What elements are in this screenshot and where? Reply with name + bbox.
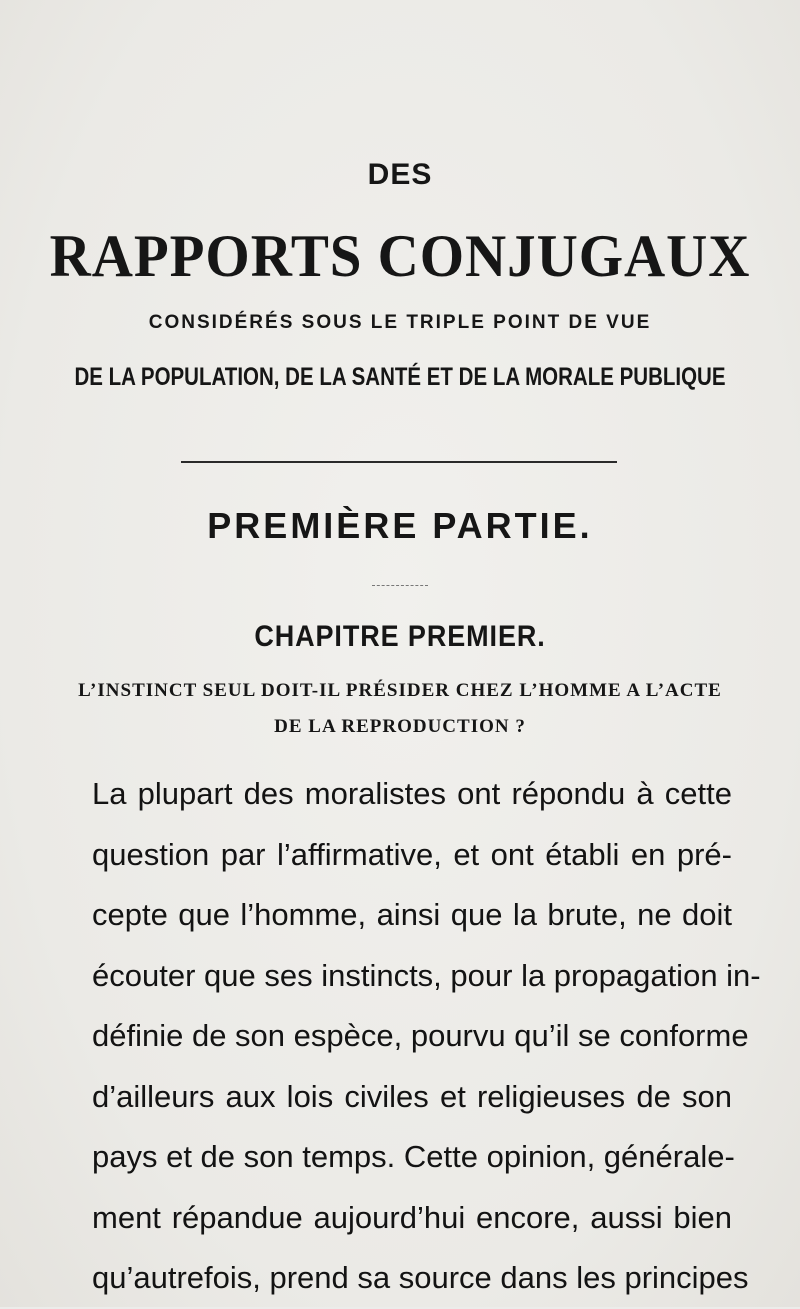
title-divider xyxy=(181,461,617,463)
main-title: RAPPORTS CONJUGAUX xyxy=(49,223,751,289)
body-line: question par l’affirmative, et ont établi en pré- xyxy=(92,836,732,872)
body-line: qu’autrefois, prend sa source dans les principes xyxy=(92,1260,749,1295)
chapter-title: CHAPITRE PREMIER. xyxy=(254,620,546,653)
body-line: La plupart des moralistes ont répondu à cette xyxy=(92,776,732,811)
subtitle: CONSIDÉRÉS SOUS LE TRIPLE POINT DE VUE xyxy=(148,312,652,333)
pre-title: DES xyxy=(367,158,433,191)
body-paragraph xyxy=(92,764,761,1309)
chapter-subtitle-line-2: DE LA REPRODUCTION ? xyxy=(274,716,526,737)
body-line: cepte que l’homme, ainsi que la brute, ne doit xyxy=(92,897,732,932)
body-line: écouter que ses instincts, pour la propagation in- xyxy=(92,957,761,993)
body-line: pays et de son temps. Cette opinion, générale- xyxy=(92,1139,735,1174)
part-divider xyxy=(372,585,428,586)
chapter-subtitle-line-1: L’INSTINCT SEUL DOIT-IL PRÉSIDER CHEZ L’HOMME A L’ACTE xyxy=(78,680,722,701)
body-line: ment répandue aujourd’hui encore, aussi bien xyxy=(92,1199,732,1235)
body-line: d’ailleurs aux lois civiles et religieuses de son xyxy=(92,1078,732,1114)
body-line: définie de son espèce, pourvu qu’il se conforme xyxy=(92,1018,749,1053)
subtitle-secondary: DE LA POPULATION, DE LA SANTÉ ET DE LA MORALE PUBLIQUE xyxy=(74,363,726,391)
part-title: PREMIÈRE PARTIE. xyxy=(207,505,593,546)
